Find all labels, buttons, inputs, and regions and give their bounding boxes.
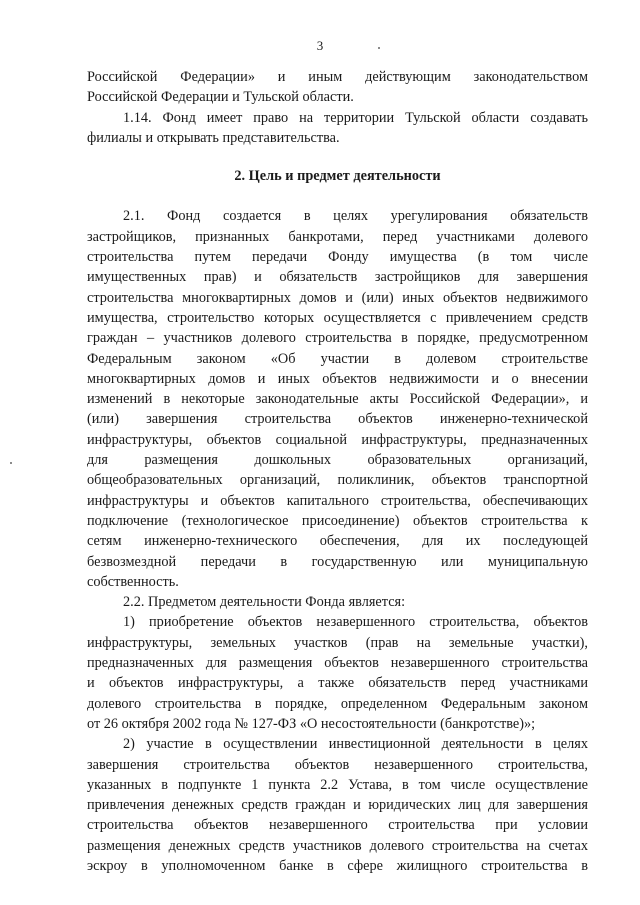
- text-line: для размещения дошкольных образовательных организаций,: [87, 452, 588, 469]
- paragraph: [87, 734, 588, 876]
- text-line: 1.14. Фонд имеет право на территории Тульской области создавать: [123, 109, 588, 126]
- text-line: Федеральным законом «Об участии в долевом строительстве: [87, 350, 588, 367]
- text-line: застройщиков, признанных банкротами, перед участниками долевого: [87, 228, 588, 245]
- text-line: долевого строительства в порядке, определенном Федеральным законом: [87, 695, 588, 712]
- text-line: привлечения денежных средств граждан и юридических лиц для завершения: [87, 797, 588, 814]
- paragraph: [87, 592, 588, 612]
- text-line: 2.1. Фонд создается в целях урегулирования обязательств: [123, 208, 588, 225]
- section-heading: 2. Цель и предмет деятельности: [234, 168, 441, 185]
- text-line: предназначенных для размещения объектов незавершенного строительства: [87, 655, 588, 672]
- text-line: собственность.: [87, 573, 179, 590]
- paragraph: [87, 206, 588, 592]
- paragraph: [87, 612, 588, 734]
- text-line: (или) завершения строительства объектов инженерно-технической: [87, 411, 588, 428]
- text-line: граждан – участников долевого строительства в порядке, предусмотренном: [87, 330, 588, 347]
- text-line: безвозмездной передачи в государственную или муниципальную: [87, 553, 588, 570]
- text-line: строительства многоквартирных домов и (или) иных объектов недвижимого: [87, 289, 588, 306]
- text-line: имущественных прав) и обязательств застройщиков для завершения: [87, 269, 588, 286]
- paragraph: [87, 108, 588, 149]
- text-line: подключение (технологическое присоединение) объектов строительства к: [87, 512, 588, 529]
- text-line: строительства объектов незавершенного строительства при условии: [87, 817, 588, 834]
- text-line: общеобразовательных организаций, поликлиник, объектов транспортной: [87, 472, 588, 489]
- text-line: сетям инженерно-технического обеспечения, для их последующей: [87, 533, 588, 550]
- text-line: инфраструктуры, земельных участков (прав на земельные участки),: [87, 634, 588, 651]
- scan-speck: [10, 462, 12, 464]
- paragraph: [87, 67, 588, 108]
- text-line: 2) участие в осуществлении инвестиционной деятельности в целях: [123, 736, 588, 753]
- text-line: 1) приобретение объектов незавершенного строительства, объектов: [123, 614, 588, 631]
- text-line: инфраструктуры и объектов капитального строительства, обеспечивающих: [87, 492, 588, 509]
- text-line: многоквартирных домов и иных объектов недвижимости и о внесении: [87, 370, 588, 387]
- text-line: филиалы и открывать представительства.: [87, 129, 340, 146]
- text-line: завершения строительства объектов незавершенного строительства,: [87, 756, 588, 773]
- text-line: эскроу в уполномоченном банке в сфере жилищного строительства в: [87, 857, 588, 874]
- text-line: и объектов инфраструктуры, а также обязательств перед участниками: [87, 675, 588, 692]
- text-line: размещения денежных средств участников долевого строительства на счетах: [87, 837, 588, 854]
- page-number: 3: [316, 38, 324, 53]
- text-line: изменений в некоторые законодательные акты Российской Федерации», и: [87, 391, 588, 408]
- text-line: от 26 октября 2002 года № 127-ФЗ «О несостоятельности (банкротстве)»;: [87, 715, 536, 732]
- scan-speck: [378, 47, 380, 49]
- text-line: строительства путем передачи Фонду имущества (в том числе: [87, 249, 588, 266]
- text-line: имущества, строительство которых осуществляется с привлечением средств: [87, 309, 588, 326]
- text-line: Российской Федерации» и иным действующим законодательством: [87, 69, 588, 85]
- text-line: указанных в подпункте 1 пункта 2.2 Устава, в том числе осуществление: [87, 776, 588, 793]
- text-line: инфраструктуры, объектов социальной инфраструктуры, предназначенных: [87, 431, 588, 448]
- text-line: Российской Федерации и Тульской области.: [87, 89, 354, 106]
- text-line: 2.2. Предметом деятельности Фонда является:: [123, 594, 406, 611]
- document-body: [87, 67, 588, 876]
